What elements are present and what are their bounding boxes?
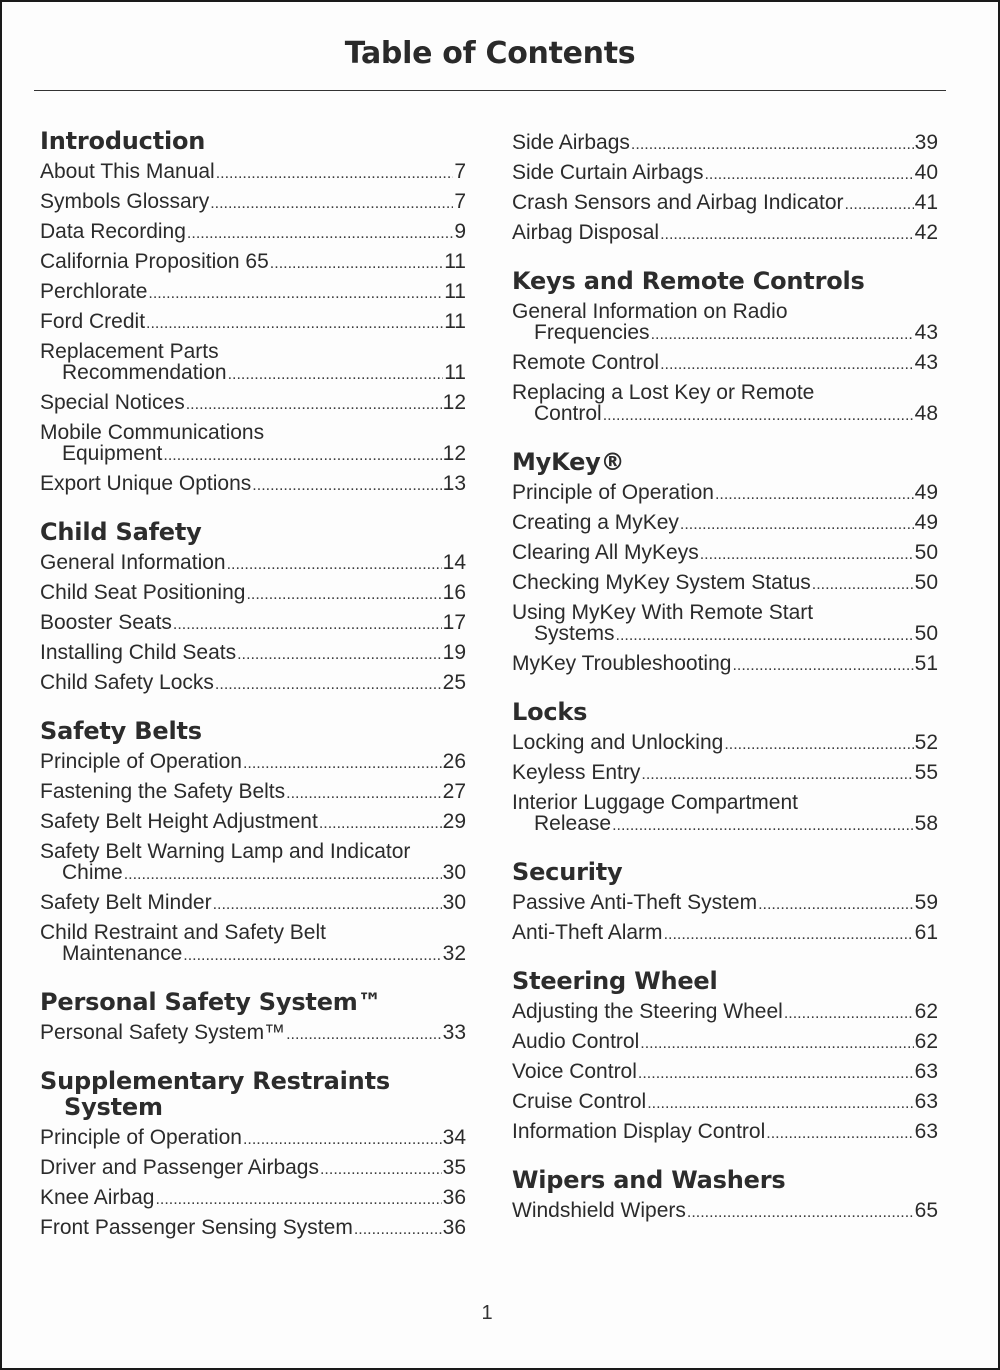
toc-entry[interactable]: [40, 1153, 466, 1183]
page-title: Table of Contents: [344, 36, 636, 71]
dot-leader: [845, 194, 914, 215]
dot-leader: [146, 313, 443, 334]
entry-page-number: 39: [914, 131, 938, 154]
toc-entry[interactable]: [40, 777, 466, 807]
entry-row: [40, 161, 466, 184]
entry-row: [512, 162, 938, 185]
dot-leader: [687, 1202, 914, 1223]
toc-entry[interactable]: [512, 997, 938, 1027]
entry-page-number: 50: [914, 571, 938, 594]
toc-entry[interactable]: [512, 508, 938, 538]
toc-entry[interactable]: [512, 188, 938, 218]
entry-row: [512, 572, 938, 595]
entry-row: [512, 403, 938, 426]
entry-row: [40, 672, 466, 695]
dot-leader: [215, 674, 442, 695]
toc-entry[interactable]: [40, 1018, 466, 1048]
entry-label: Ford Credit: [40, 310, 146, 333]
dot-leader: [660, 224, 914, 245]
toc-entry[interactable]: [512, 158, 938, 188]
section-heading: [512, 859, 938, 885]
toc-entry[interactable]: [40, 548, 466, 578]
entry-row: [40, 1187, 466, 1210]
entry-label: Windshield Wipers: [512, 1199, 686, 1222]
entry-page-number: 12: [442, 442, 466, 465]
dot-leader: [354, 1219, 442, 1240]
toc-entry[interactable]: [512, 568, 938, 598]
toc-entry[interactable]: [512, 478, 938, 508]
entry-label: General Information: [40, 551, 226, 574]
toc-section-steering-wheel: [512, 968, 938, 1147]
dot-leader: [210, 193, 453, 214]
entry-page-number: 30: [442, 891, 466, 914]
toc-section-introduction: [40, 128, 466, 499]
dot-leader: [155, 1189, 441, 1210]
entry-label: California Proposition 65: [40, 250, 269, 273]
toc-entry[interactable]: [40, 307, 466, 337]
entry-row: [40, 311, 466, 334]
dot-leader: [631, 134, 914, 155]
entry-label: Passive Anti-Theft System: [512, 891, 758, 914]
entry-label: Knee Airbag: [40, 1186, 155, 1209]
section-heading: [40, 128, 466, 154]
dot-leader: [715, 484, 914, 505]
toc-entry[interactable]: [512, 297, 938, 348]
dot-leader: [732, 655, 913, 676]
toc-entry[interactable]: [40, 747, 466, 777]
dot-leader: [216, 163, 454, 184]
toc-section-child-safety: [40, 519, 466, 698]
entry-row: [512, 542, 938, 565]
entry-label: Creating a MyKey: [512, 511, 679, 534]
section-heading: [512, 449, 938, 475]
entry-row: [512, 762, 938, 785]
section-heading: [512, 699, 938, 725]
entry-page-number: 33: [442, 1021, 466, 1044]
section-heading-continuation: System: [64, 1093, 163, 1121]
entry-row: [512, 623, 938, 646]
dot-leader: [124, 864, 442, 885]
entry-label: Export Unique Options: [40, 472, 252, 495]
toc-section-locks: [512, 699, 938, 839]
dot-leader: [228, 364, 444, 385]
dot-leader: [286, 783, 442, 804]
toc-entry[interactable]: [512, 788, 938, 839]
dot-leader: [758, 894, 914, 915]
toc-entry[interactable]: [512, 348, 938, 378]
entry-label: Child Restraint and Safety Belt: [40, 921, 326, 944]
dot-leader: [243, 1129, 442, 1150]
toc-entry[interactable]: [40, 638, 466, 668]
entry-page-number: 49: [914, 511, 938, 534]
toc-entry[interactable]: [40, 217, 466, 247]
entry-row: [40, 362, 466, 385]
entry-row: [512, 732, 938, 755]
entry-label-continuation: Maintenance: [62, 942, 183, 965]
entry-label: Principle of Operation: [40, 1126, 242, 1149]
entry-page-number: 42: [914, 221, 938, 244]
entry-label: Replacing a Lost Key or Remote: [512, 381, 815, 404]
section-heading-text: Personal Safety System™: [40, 988, 382, 1016]
entry-row: [40, 811, 466, 834]
entry-label: Safety Belt Warning Lamp and Indicator: [40, 840, 411, 863]
dot-leader: [286, 1024, 442, 1045]
dot-leader: [640, 1033, 913, 1054]
dot-leader: [724, 734, 913, 755]
entry-label: Safety Belt Minder: [40, 891, 212, 914]
toc-entry[interactable]: [512, 1196, 938, 1226]
entry-page-number: 63: [914, 1060, 938, 1083]
entry-label: Safety Belt Height Adjustment: [40, 810, 318, 833]
entry-row: [512, 1200, 938, 1223]
entry-label: Booster Seats: [40, 611, 172, 634]
dot-leader: [183, 945, 441, 966]
entry-row: [512, 1091, 938, 1114]
entry-page-number: 32: [442, 942, 466, 965]
toc-section-personal-safety-system: [40, 989, 466, 1048]
entry-row: [512, 322, 938, 345]
toc-entry[interactable]: [512, 918, 938, 948]
toc-entry[interactable]: [40, 837, 466, 888]
toc-entry[interactable]: [40, 918, 466, 969]
section-heading: [40, 718, 466, 744]
toc-entry[interactable]: [512, 538, 938, 568]
dot-leader: [603, 405, 914, 426]
entry-label: Fastening the Safety Belts: [40, 780, 286, 803]
toc-entry[interactable]: [512, 728, 938, 758]
entry-label: Voice Control: [512, 1060, 637, 1083]
entry-page-number: 59: [914, 891, 938, 914]
entry-page-number: 58: [914, 812, 938, 835]
entry-row: [40, 862, 466, 885]
entry-row: [40, 443, 466, 466]
section-heading-text: MyKey®: [512, 448, 625, 476]
entry-label: MyKey Troubleshooting: [512, 652, 732, 675]
section-heading: [512, 268, 938, 294]
entry-label: Child Seat Positioning: [40, 581, 246, 604]
entry-label: Child Safety Locks: [40, 671, 214, 694]
entry-page-number: 50: [914, 622, 938, 645]
section-heading-text: Locks: [512, 698, 588, 726]
toc-entry[interactable]: [40, 578, 466, 608]
entry-page-number: 30: [442, 861, 466, 884]
entry-label-continuation: Recommendation: [62, 361, 227, 384]
entry-page-number: 51: [914, 652, 938, 675]
toc-section-supplementary-restraints: [40, 1068, 466, 1243]
entry-page-number: 11: [444, 361, 466, 384]
section-heading-text: Child Safety: [40, 518, 202, 546]
section-heading: [40, 989, 466, 1015]
entry-row: [40, 1157, 466, 1180]
entry-row: [40, 582, 466, 605]
dot-leader: [186, 394, 442, 415]
entry-label: Symbols Glossary: [40, 190, 210, 213]
dot-leader: [246, 584, 441, 605]
toc-column-right: [512, 128, 938, 1246]
entry-label: General Information on Radio: [512, 300, 788, 323]
entry-page-number: 11: [444, 310, 466, 333]
section-heading-text: Safety Belts: [40, 717, 202, 745]
dot-leader: [187, 223, 453, 244]
dot-leader: [766, 1123, 913, 1144]
dot-leader: [700, 544, 914, 565]
entry-row: [40, 642, 466, 665]
entry-label-continuation: Control: [534, 402, 602, 425]
toc-entry[interactable]: [40, 608, 466, 638]
entry-row: [40, 221, 466, 244]
dot-leader: [641, 764, 913, 785]
toc-section-continued: [512, 128, 938, 248]
entry-row: [40, 191, 466, 214]
entry-page-number: 55: [914, 761, 938, 784]
dot-leader: [213, 894, 442, 915]
entry-label: Crash Sensors and Airbag Indicator: [512, 191, 844, 214]
page-number: 1: [481, 1302, 493, 1324]
entry-label: Principle of Operation: [512, 481, 714, 504]
entry-label: Principle of Operation: [40, 750, 242, 773]
entry-row: [512, 892, 938, 915]
section-heading: [512, 1167, 938, 1193]
entry-page-number: 27: [442, 780, 466, 803]
entry-row: [512, 222, 938, 245]
entry-page-number: 61: [914, 921, 938, 944]
entry-label: Side Airbags: [512, 131, 630, 154]
entry-label: Airbag Disposal: [512, 221, 660, 244]
entry-page-number: 26: [442, 750, 466, 773]
toc-entry[interactable]: [40, 187, 466, 217]
toc-entry[interactable]: [40, 888, 466, 918]
toc-entry[interactable]: [512, 888, 938, 918]
entry-row: [40, 1127, 466, 1150]
dot-leader: [680, 514, 914, 535]
toc-entry[interactable]: [40, 469, 466, 499]
entry-row: [512, 192, 938, 215]
entry-row: [40, 392, 466, 415]
entry-page-number: 49: [914, 481, 938, 504]
toc-entry[interactable]: [512, 1057, 938, 1087]
entry-page-number: 29: [442, 810, 466, 833]
toc-entry[interactable]: [512, 649, 938, 679]
toc-entry[interactable]: [40, 388, 466, 418]
entry-page-number: 12: [442, 391, 466, 414]
entry-row: [512, 482, 938, 505]
entry-label: Anti-Theft Alarm: [512, 921, 663, 944]
entry-label: Keyless Entry: [512, 761, 641, 784]
dot-leader: [227, 554, 442, 575]
entry-row: [40, 281, 466, 304]
entry-row: [512, 1121, 938, 1144]
entry-row: [40, 1217, 466, 1240]
entry-label: Installing Child Seats: [40, 641, 237, 664]
toc-entry[interactable]: [40, 247, 466, 277]
entry-page-number: 7: [454, 160, 466, 183]
entry-row: [40, 473, 466, 496]
entry-label: Adjusting the Steering Wheel: [512, 1000, 783, 1023]
toc-entry[interactable]: [512, 218, 938, 248]
entry-label: Using MyKey With Remote Start: [512, 601, 814, 624]
dot-leader: [638, 1063, 914, 1084]
toc-entry[interactable]: [40, 1213, 466, 1243]
dot-leader: [651, 324, 914, 345]
dot-leader: [660, 354, 914, 375]
entry-page-number: 35: [442, 1156, 466, 1179]
toc-entry[interactable]: [512, 128, 938, 158]
entry-row: [512, 132, 938, 155]
entry-page-number: 17: [442, 611, 466, 634]
dot-leader: [163, 445, 441, 466]
section-heading-text: Introduction: [40, 127, 206, 155]
toc-entry[interactable]: [512, 1027, 938, 1057]
entry-label-continuation: Systems: [534, 622, 615, 645]
entry-page-number: 34: [442, 1126, 466, 1149]
entry-label: Checking MyKey System Status: [512, 571, 811, 594]
entry-label: Personal Safety System™: [40, 1021, 286, 1044]
dot-leader: [664, 924, 914, 945]
entry-page-number: 25: [442, 671, 466, 694]
entry-label: Front Passenger Sensing System: [40, 1216, 353, 1239]
entry-row: [40, 612, 466, 635]
dot-leader: [616, 625, 914, 646]
entry-page-number: 40: [914, 161, 938, 184]
toc-section-mykey: [512, 449, 938, 679]
entry-page-number: 52: [914, 731, 938, 754]
entry-label: About This Manual: [40, 160, 215, 183]
toc-entry[interactable]: [512, 1087, 938, 1117]
toc-column-left: [40, 128, 466, 1263]
entry-page-number: 36: [442, 1186, 466, 1209]
entry-label: Special Notices: [40, 391, 185, 414]
toc-entry[interactable]: [40, 807, 466, 837]
dot-leader: [784, 1003, 914, 1024]
entry-row: [512, 922, 938, 945]
toc-entry[interactable]: [40, 1183, 466, 1213]
toc-section-keys-and-remote-controls: [512, 268, 938, 429]
dot-leader: [647, 1093, 913, 1114]
entry-page-number: 19: [442, 641, 466, 664]
toc-entry[interactable]: [40, 1123, 466, 1153]
entry-label: Driver and Passenger Airbags: [40, 1156, 319, 1179]
entry-row: [512, 1001, 938, 1024]
entry-row: [512, 813, 938, 836]
entry-label: Interior Luggage Compartment: [512, 791, 798, 814]
entry-page-number: 43: [914, 321, 938, 344]
dot-leader: [252, 475, 441, 496]
entry-label-continuation: Frequencies: [534, 321, 650, 344]
entry-label: Cruise Control: [512, 1090, 647, 1113]
entry-row: [40, 892, 466, 915]
entry-label: Replacement Parts: [40, 340, 219, 363]
toc-entry[interactable]: [512, 1117, 938, 1147]
section-heading-text: Keys and Remote Controls: [512, 267, 865, 295]
dot-leader: [148, 283, 443, 304]
entry-page-number: 16: [442, 581, 466, 604]
section-heading-text: Security: [512, 858, 623, 886]
entry-page-number: 63: [914, 1120, 938, 1143]
dot-leader: [237, 644, 442, 665]
entry-page-number: 63: [914, 1090, 938, 1113]
entry-page-number: 50: [914, 541, 938, 564]
entry-row: [512, 1031, 938, 1054]
toc-section-security: [512, 859, 938, 948]
entry-row: [40, 552, 466, 575]
dot-leader: [612, 815, 914, 836]
entry-label: Clearing All MyKeys: [512, 541, 699, 564]
entry-row: [40, 251, 466, 274]
entry-page-number: 62: [914, 1030, 938, 1053]
entry-label: Data Recording: [40, 220, 186, 243]
entry-label: Information Display Control: [512, 1120, 766, 1143]
entry-label: Side Curtain Airbags: [512, 161, 704, 184]
toc-entry[interactable]: [512, 758, 938, 788]
entry-page-number: 36: [442, 1216, 466, 1239]
dot-leader: [270, 253, 443, 274]
entry-row: [512, 352, 938, 375]
section-heading: [40, 1068, 466, 1120]
section-heading-text: Wipers and Washers: [512, 1166, 786, 1194]
entry-page-number: 65: [914, 1199, 938, 1222]
entry-row: [40, 751, 466, 774]
dot-leader: [812, 574, 914, 595]
entry-page-number: 11: [444, 250, 466, 273]
entry-label-continuation: Chime: [62, 861, 123, 884]
toc-entry[interactable]: [40, 277, 466, 307]
entry-page-number: 43: [914, 351, 938, 374]
entry-page-number: 7: [454, 190, 466, 213]
entry-row: [512, 512, 938, 535]
entry-page-number: 11: [444, 280, 466, 303]
toc-section-wipers-and-washers: [512, 1167, 938, 1226]
dot-leader: [243, 753, 442, 774]
dot-leader: [320, 1159, 442, 1180]
section-heading: [512, 968, 938, 994]
entry-row: [512, 1061, 938, 1084]
entry-page-number: 48: [914, 402, 938, 425]
entry-row: [512, 653, 938, 676]
toc-entry[interactable]: [40, 157, 466, 187]
toc-entry[interactable]: [40, 418, 466, 469]
entry-row: [40, 1022, 466, 1045]
entry-page-number: 9: [454, 220, 466, 243]
entry-label: Mobile Communications: [40, 421, 265, 444]
entry-page-number: 13: [442, 472, 466, 495]
dot-leader: [704, 164, 913, 185]
toc-entry[interactable]: [40, 337, 466, 388]
dot-leader: [173, 614, 442, 635]
entry-row: [40, 781, 466, 804]
entry-label-continuation: Release: [534, 812, 612, 835]
entry-label: Remote Control: [512, 351, 660, 374]
entry-page-number: 41: [914, 191, 938, 214]
toc-entry[interactable]: [512, 378, 938, 429]
entry-label: Perchlorate: [40, 280, 148, 303]
toc-entry[interactable]: [40, 668, 466, 698]
entry-page-number: 14: [442, 551, 466, 574]
entry-label: Locking and Unlocking: [512, 731, 724, 754]
entry-label-continuation: Equipment: [62, 442, 163, 465]
section-heading-text: Steering Wheel: [512, 967, 718, 995]
entry-row: [40, 943, 466, 966]
toc-section-safety-belts: [40, 718, 466, 969]
entry-page-number: 62: [914, 1000, 938, 1023]
toc-entry[interactable]: [512, 598, 938, 649]
title-divider: [34, 90, 946, 91]
section-heading-text: Supplementary Restraints: [40, 1067, 390, 1095]
dot-leader: [319, 813, 442, 834]
section-heading: [40, 519, 466, 545]
entry-label: Audio Control: [512, 1030, 640, 1053]
